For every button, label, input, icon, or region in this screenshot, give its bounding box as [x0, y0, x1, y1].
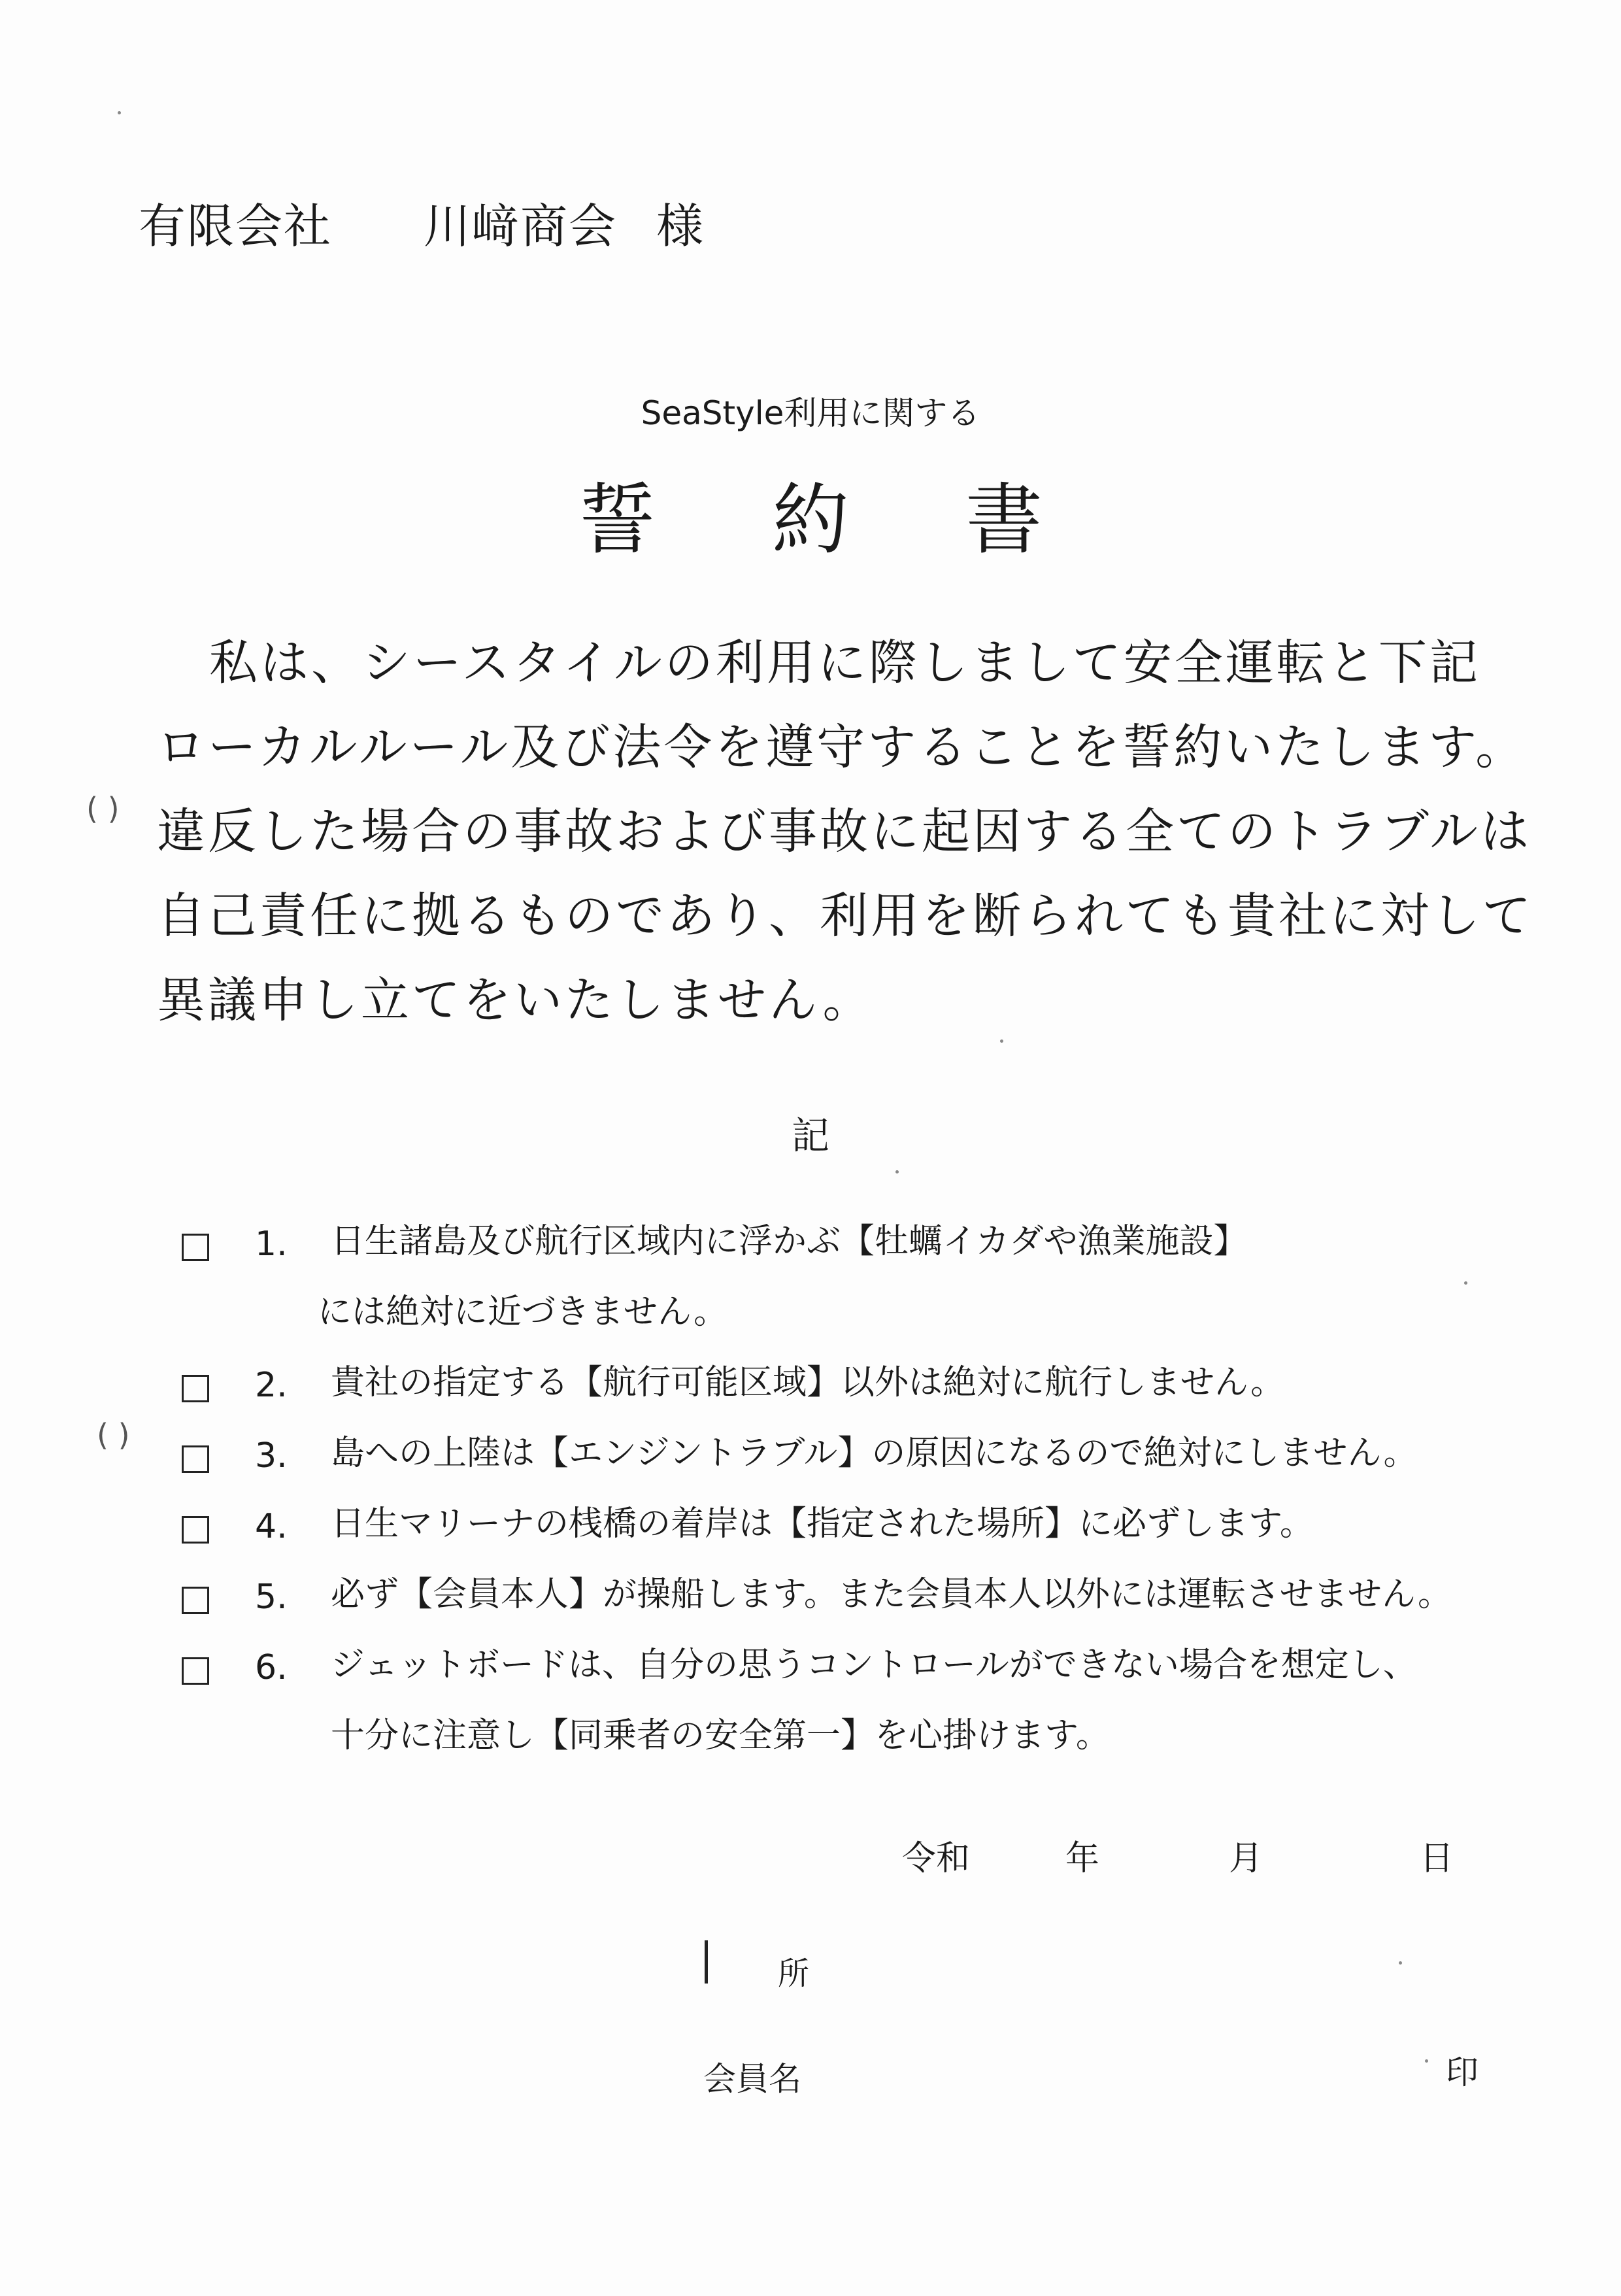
pledge-statement: [157, 621, 1569, 1043]
checklist-item: [175, 1219, 1600, 1360]
pledge-line: ローカルルール及び法令を遵守することを誓約いたします。: [157, 719, 1527, 775]
item-number: 5.: [255, 1578, 288, 1617]
checkbox-item-1[interactable]: [182, 1234, 209, 1261]
document-title: 誓約書: [578, 475, 1159, 565]
punch-hole-mark: ( ): [86, 791, 120, 826]
item-number: 3.: [255, 1436, 288, 1476]
checkbox-item-3[interactable]: [182, 1445, 209, 1473]
item-text-continued: 十分に注意し【同乗者の安全第一】を心掛けます。: [331, 1716, 1110, 1755]
item-text: 貴社の指定する【航行可能区域】以外は絶対に航行しません。: [331, 1363, 1285, 1402]
scan-speck: [1425, 2059, 1428, 2063]
date-day-label: 日: [1420, 1839, 1454, 1878]
memo-heading: 記: [791, 1113, 829, 1158]
item-number: 6.: [255, 1648, 288, 1687]
item-text-continued: には絶対に近づきません。: [318, 1292, 728, 1332]
date-month-label: 月: [1229, 1839, 1263, 1878]
address-label: 所: [778, 1955, 810, 1992]
item-number: 2.: [255, 1366, 288, 1405]
pledge-line: 違反した場合の事故および事故に起因する全てのトラブルは: [157, 803, 1532, 860]
scan-speck: [118, 111, 121, 114]
item-text: ジェットボードは、自分の思うコントロールができない場合を想定し、: [331, 1646, 1417, 1685]
pledge-line: 私は、シースタイルの利用に際しまして安全運転と下記: [209, 635, 1480, 691]
rules-checklist: [175, 1219, 1600, 1784]
scan-speck: [1399, 1961, 1402, 1965]
scan-speck: [895, 1170, 899, 1173]
item-text: 必ず【会員本人】が操船します。また会員本人以外には運転させません。: [331, 1575, 1452, 1614]
punch-hole-mark: ( ): [97, 1417, 130, 1453]
scan-speck: [1000, 1039, 1003, 1043]
member-name-label: 会員名: [703, 2060, 801, 2098]
checkbox-item-4[interactable]: [182, 1516, 209, 1544]
pledge-line: 自己責任に拠るものであり、利用を断られても貴社に対して: [157, 888, 1533, 944]
date-year-label: 年: [1065, 1839, 1100, 1878]
item-text: 島への上陸は【エンジントラブル】の原因になるので絶対にしません。: [331, 1434, 1418, 1473]
addressee-company-type: 有限会社: [139, 199, 333, 254]
item-number: 1.: [255, 1224, 288, 1264]
checkbox-item-6[interactable]: [182, 1657, 209, 1685]
addressee-company-name: 川﨑商会: [424, 199, 618, 254]
pledge-line: 異議申し立てをいたしません。: [157, 972, 874, 1028]
addressee-honorific: 様: [656, 199, 705, 254]
date-era: 令和: [902, 1839, 971, 1878]
addressee: [139, 188, 705, 256]
seal-label: 印: [1446, 2053, 1479, 2091]
checklist-item: [175, 1643, 1600, 1784]
checkbox-item-5[interactable]: [182, 1587, 209, 1614]
item-text: 日生マリーナの桟橋の着岸は【指定された場所】に必ずします。: [331, 1504, 1314, 1544]
item-number: 4.: [255, 1507, 288, 1546]
checkbox-item-2[interactable]: [182, 1375, 209, 1402]
item-text: 日生諸島及び航行区域内に浮かぶ【牡蠣イカダや漁業施設】: [331, 1222, 1248, 1261]
address-pen-mark: [705, 1940, 708, 1984]
document-subtitle: SeaStyle利用に関する: [641, 394, 980, 432]
date-field[interactable]: [0, 1831, 1621, 1883]
scan-speck: [1464, 1281, 1467, 1285]
